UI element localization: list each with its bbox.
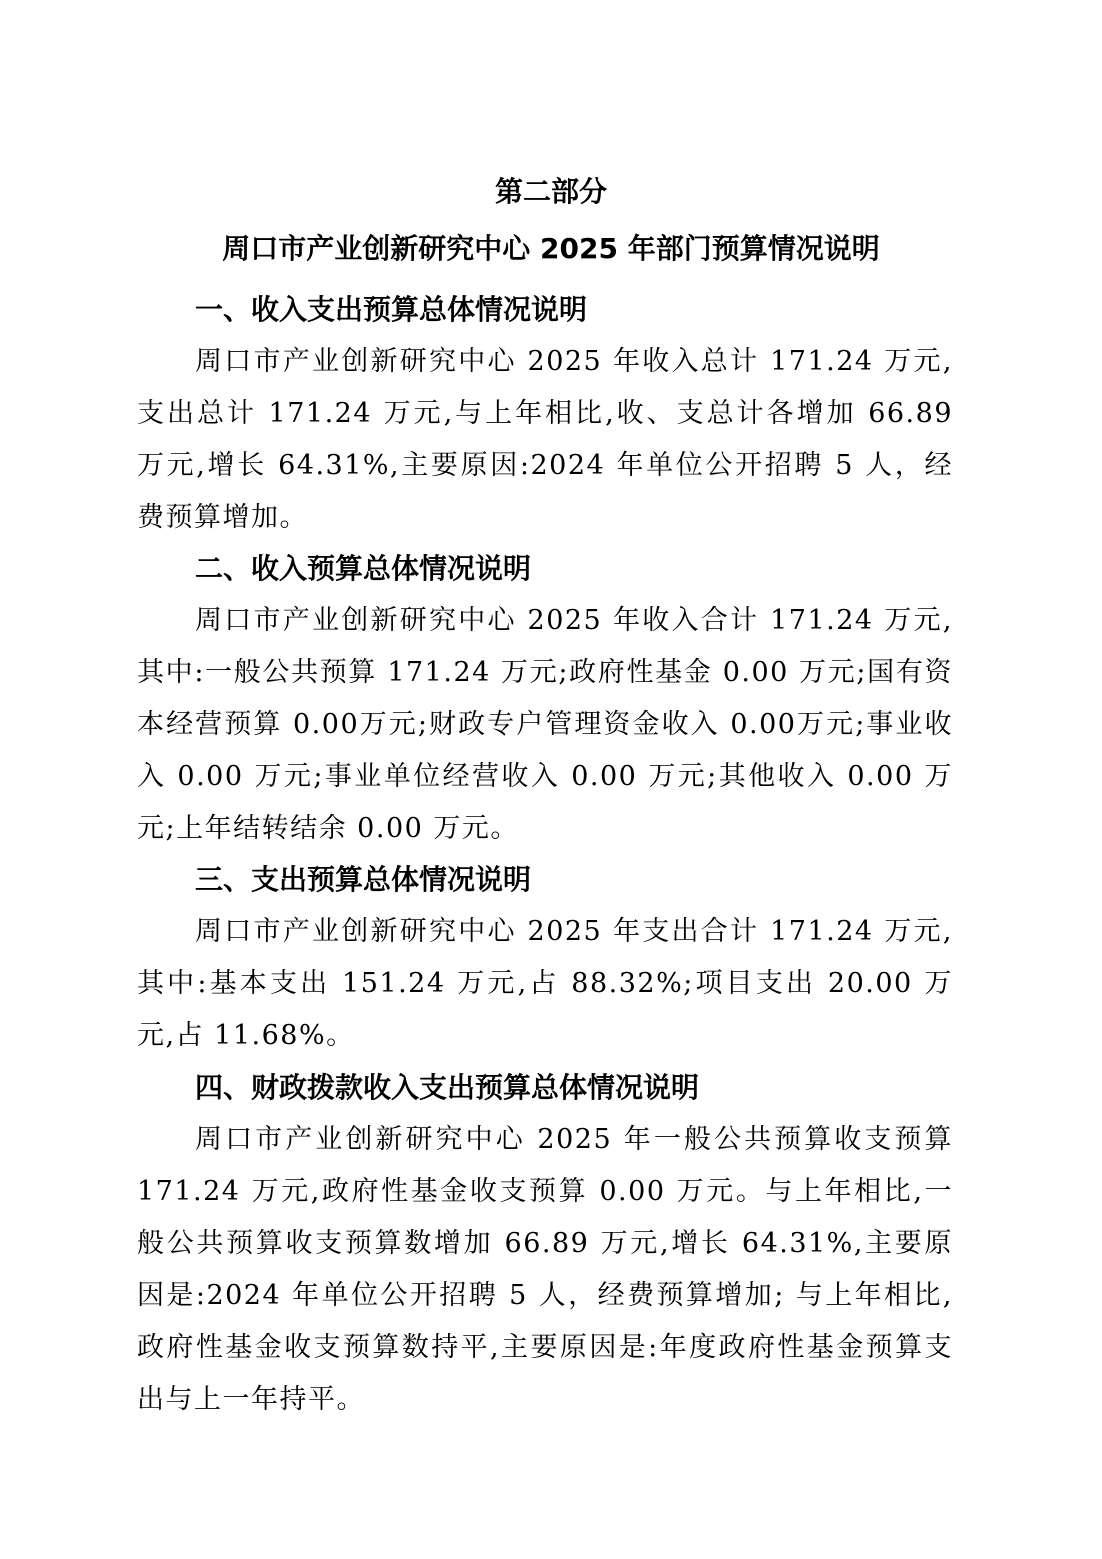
section-paragraph-1: 周口市产业创新研究中心 2025 年收入总计 171.24 万元,支出总计 171.24 万元,与上年相比,收、支总计各增加 66.89 万元,增长 64.31%,主要原因:2024 年单位公开招聘 5 人，经费预算增加。 — [137, 346, 953, 533]
section-heading-3: 三、支出预算总体情况说明 — [195, 863, 532, 896]
section-heading-4: 四、财政拨款收入支出预算总体情况说明 — [195, 1071, 700, 1104]
section-heading-1: 一、收入支出预算总体情况说明 — [195, 293, 588, 326]
section-paragraph-4: 周口市产业创新研究中心 2025 年一般公共预算收支预算 171.24 万元,政府性基金收支预算 0.00 万元。与上年相比,一般公共预算收支预算数增加 66.89 万元,增长 64.31%,主要原因是:2024 年单位公开招聘 5 人，经费预算增加; 与上年相比,政府性基金收支预算数持平,主要原因是:年度政府性基金预算支出与上一年持平。 — [137, 1124, 953, 1415]
section-paragraph-3: 周口市产业创新研究中心 2025 年支出合计 171.24 万元,其中:基本支出 151.24 万元,占 88.32%;项目支出 20.00 万元,占 11.68%。 — [137, 916, 953, 1051]
part-title: 第二部分 — [494, 175, 607, 208]
section-paragraph-2: 周口市产业创新研究中心 2025 年收入合计 171.24 万元,其中:一般公共预算 171.24 万元;政府性基金 0.00 万元;国有资本经营预算 0.00万元;财政专户管理资金收入 0.00万元;事业收入 0.00 万元;事业单位经营收入 0.00 万元;其他收入 0.00 万元;上年结转结余 0.00 万元。 — [137, 605, 953, 844]
document-title: 周口市产业创新研究中心 2025 年部门预算情况说明 — [222, 232, 880, 265]
section-heading-2: 二、收入预算总体情况说明 — [195, 552, 532, 585]
